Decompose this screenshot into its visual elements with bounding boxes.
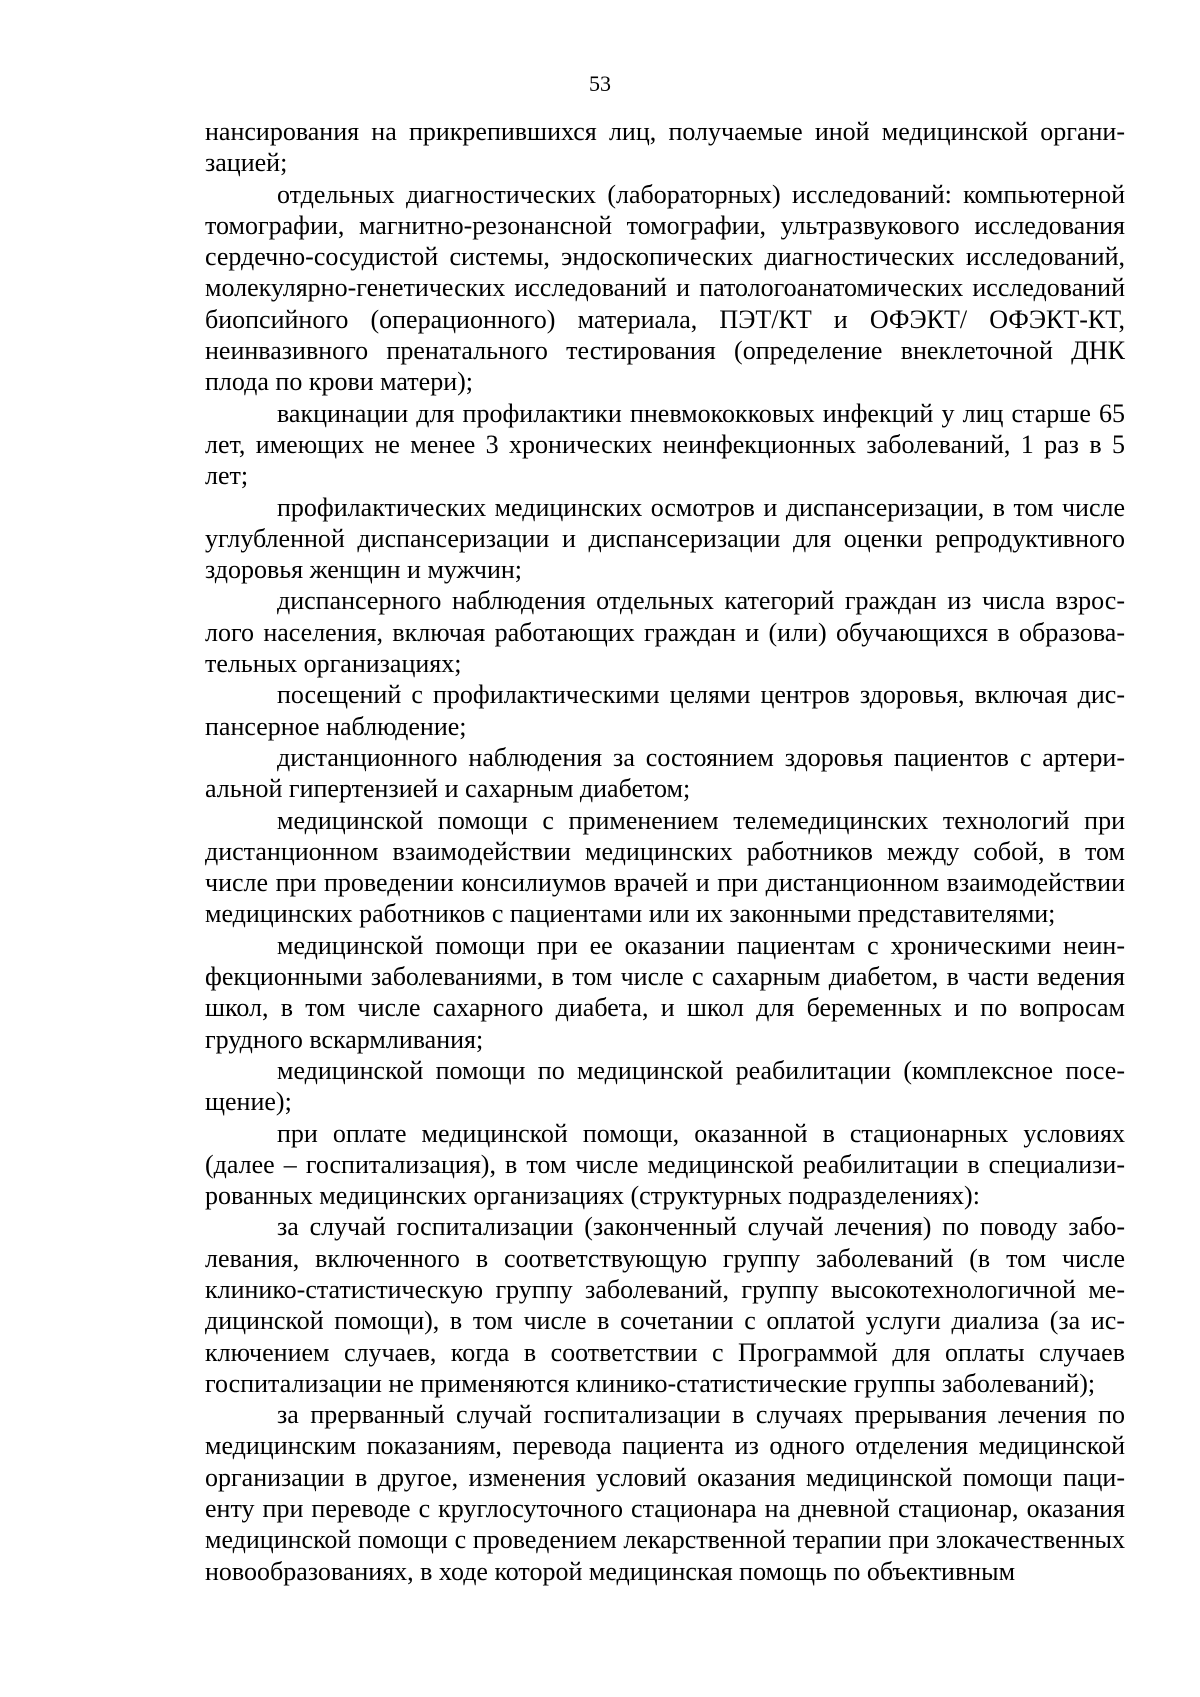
page-number: 53 (589, 71, 611, 96)
paragraph: профилактических медицинских осмотров и диспансеризации, в том числе углубленной диспансеризации и диспансеризации для оценки репродуктивного здоровья женщин и мужчин; (205, 492, 1125, 585)
paragraph: диспансерного наблюдения отдельных категорий граждан из числа взрослого населения, включая работающих граждан и (или) обучающихся в образовательных организациях; (205, 586, 1125, 679)
paragraph: посещений с профилактическими целями центров здоровья, включая диспансерное наблюдение; (205, 680, 1125, 741)
paragraph: за прерванный случай госпитализации в случаях прерывания лечения по медицинским показаниям, перевода пациента из одного отделения медицинской организации в другое, изменения условий оказания медицинской помощи пациенту при переводе с круглосуточного стационара на дневной стационар, оказания медицинской помощи с проведением лекарственной терапии при злокачественных новообразованиях, в ходе которой медицинская помощь по объективным (205, 1400, 1125, 1586)
paragraph: медицинской помощи при ее оказании пациентам с хроническими неинфекционными заболеваниями, в том числе с сахарным диабетом, в части ведения школ, в том числе сахарного диабета, и школ для беременных и по вопросам грудного вскармливания; (205, 930, 1125, 1054)
paragraph: медицинской помощи с применением телемедицинских технологий при дистанционном взаимодействии медицинских работников между собой, в том числе при проведении консилиумов врачей и при дистанционном взаимодействии медицинских работников с пациентами или их законными представителями; (205, 805, 1125, 929)
paragraph: за случай госпитализации (законченный случай лечения) по поводу заболевания, включенного в соответствующую группу заболеваний (в том числе клинико-статистическую группу заболеваний, группу высокотехнологичной медицинской помощи), в том числе в сочетании с оплатой услуги диализа (за исключением случаев, когда в соответствии с Программой для оплаты случаев госпитализации не применяются клинико-статистические группы заболеваний); (205, 1212, 1125, 1398)
paragraph: нансирования на прикрепившихся лиц, получаемые иной медицинской организацией; (205, 117, 1125, 178)
paragraph: вакцинации для профилактики пневмококковых инфекций у лиц старше 65 лет, имеющих не менее 3 хронических неинфекционных заболеваний, 1 раз в 5 лет; (205, 398, 1125, 491)
document-body (205, 116, 1125, 1587)
paragraph: дистанционного наблюдения за состоянием здоровья пациентов с артериальной гипертензией и сахарным диабетом; (205, 742, 1125, 804)
paragraph: при оплате медицинской помощи, оказанной в стационарных условиях (далее – госпитализация), в том числе медицинской реабилитации в специализированных медицинских организациях (структурных подразделениях): (205, 1118, 1125, 1211)
paragraph: медицинской помощи по медицинской реабилитации (комплексное посещение); (205, 1055, 1125, 1117)
paragraph: отдельных диагностических (лабораторных) исследований: компьютерной томографии, магнитно-резонансной томографии, ультразвукового исследования сердечно-сосудистой системы, эндоскопических диагностических исследований, молекулярно-генетических исследований и патологоанатомических исследований биопсийного (операционного) материала, ПЭТ/КТ и ОФЭКТ/ ОФЭКТ-КТ, неинвазивного пренатального тестирования (определение внеклеточной ДНК плода по крови матери); (205, 179, 1125, 397)
